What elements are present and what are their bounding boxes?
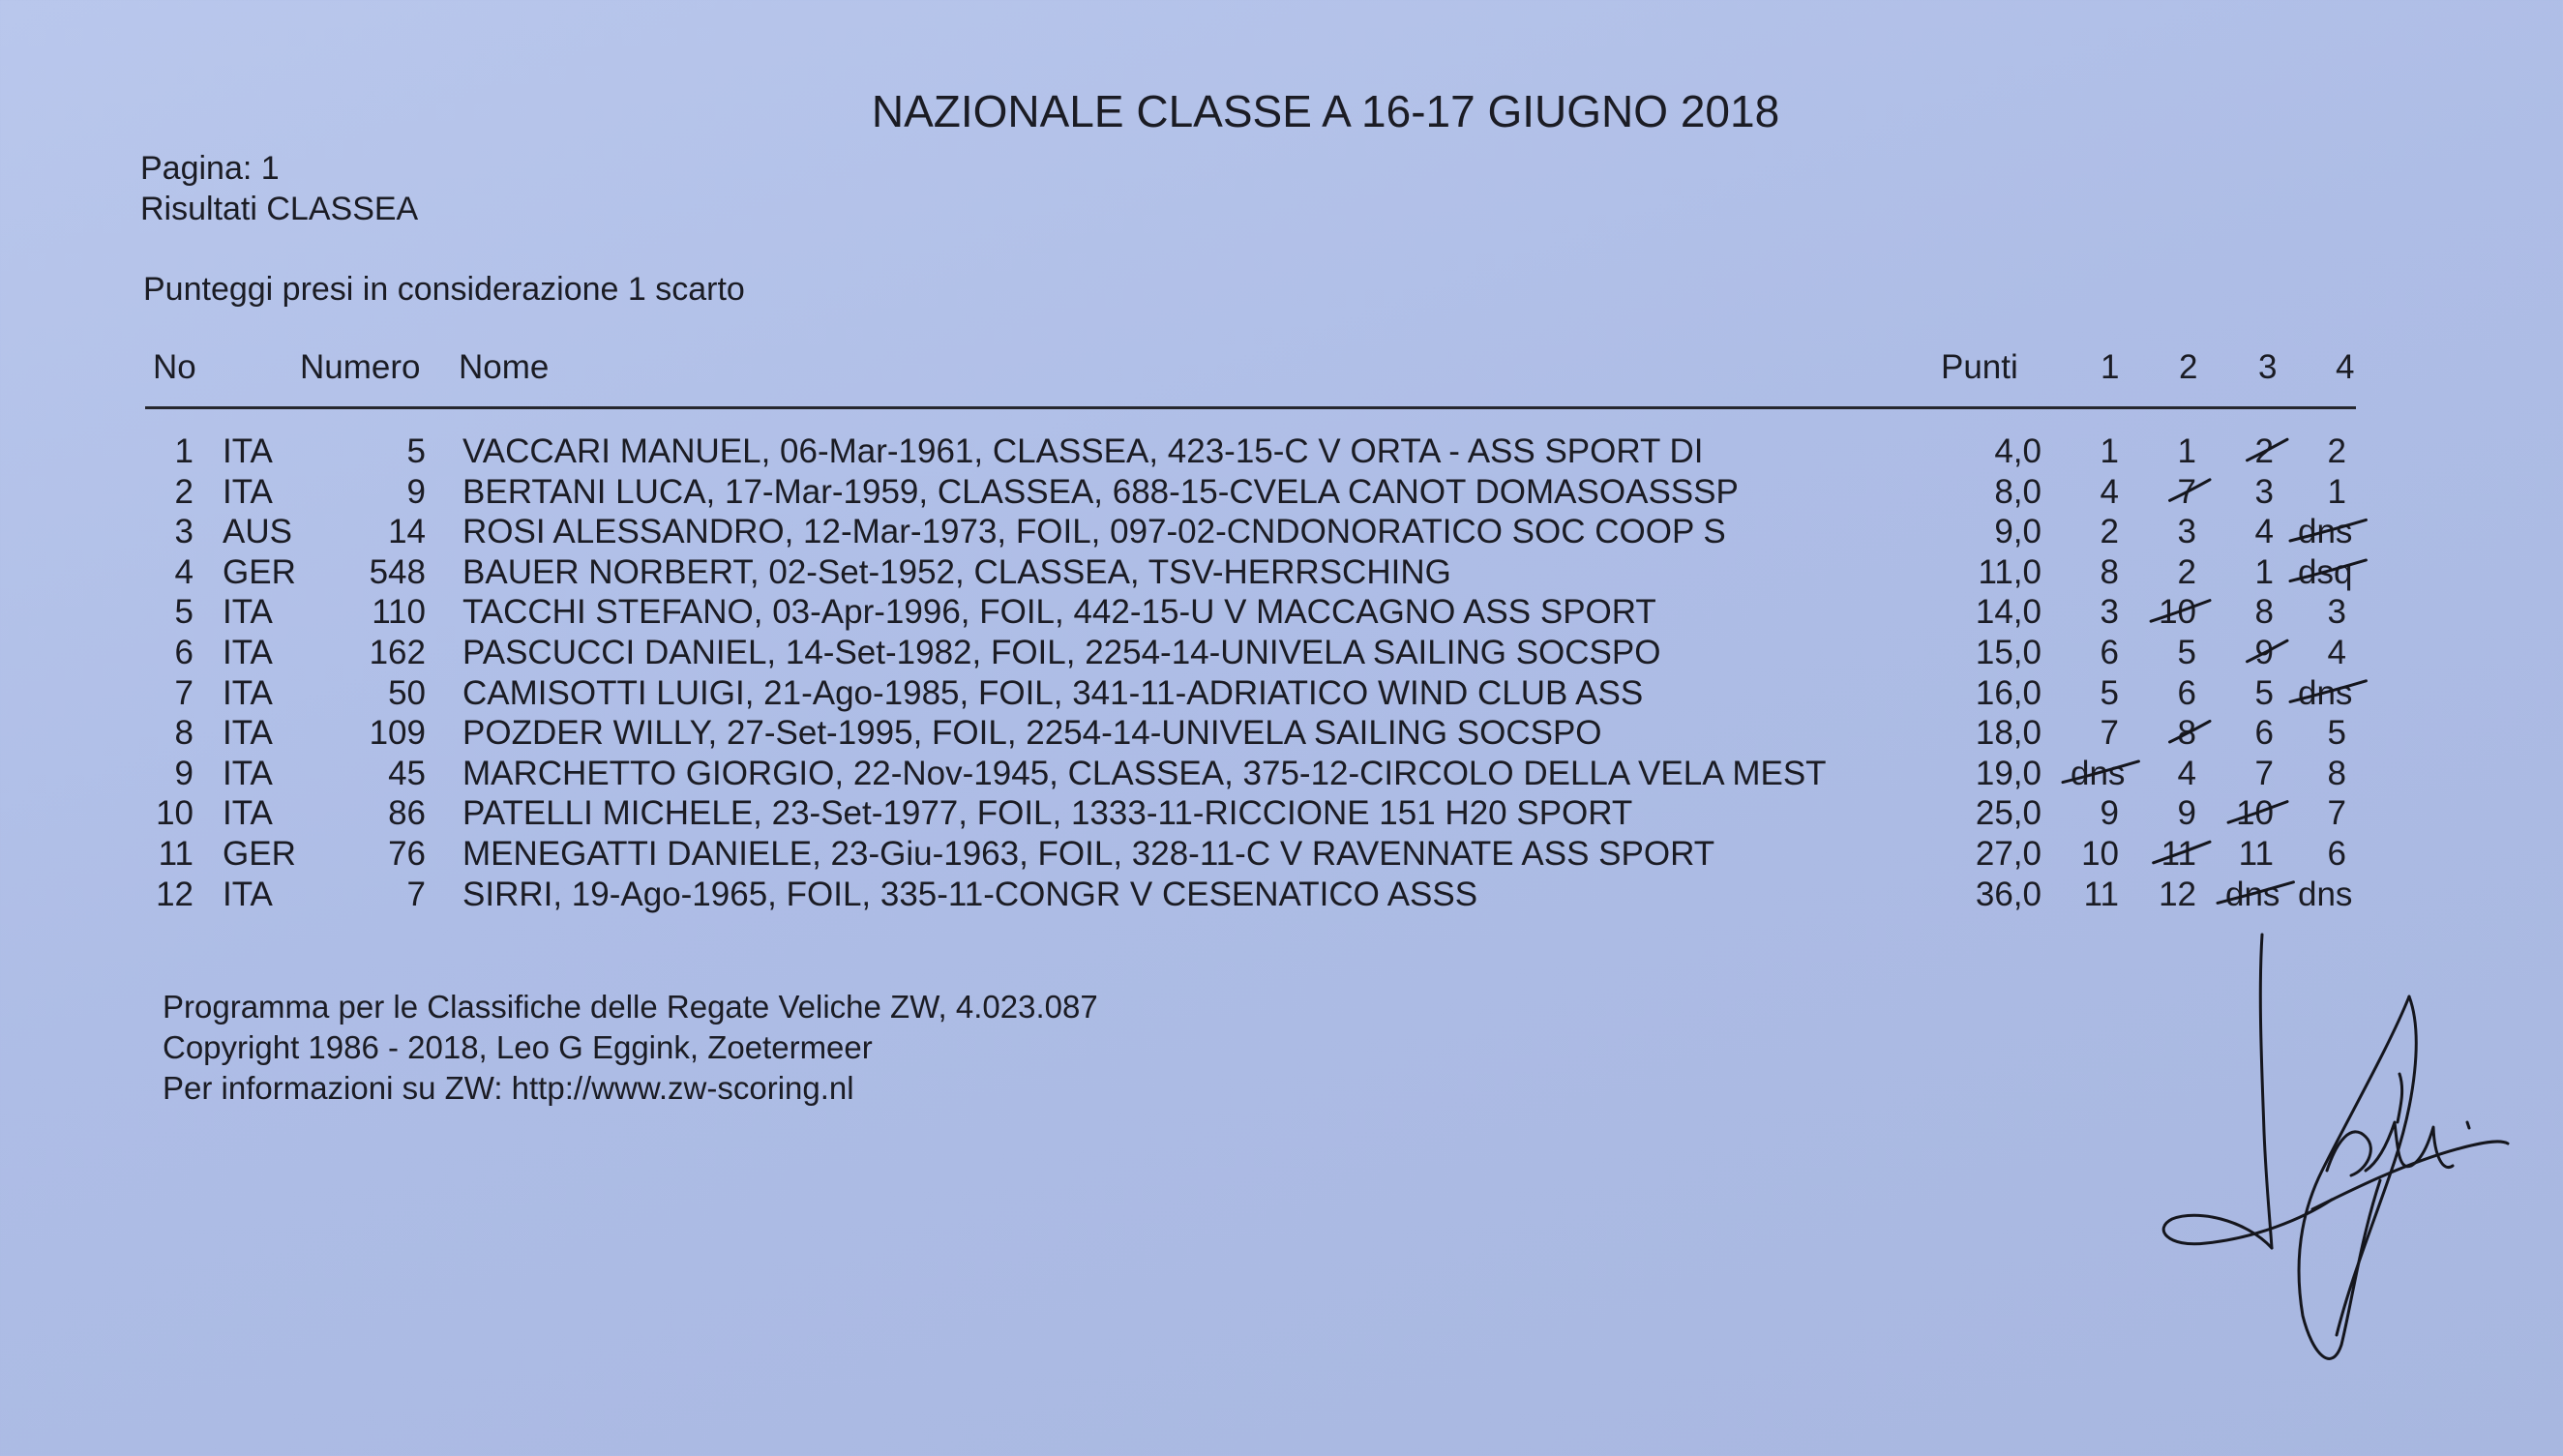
competitor-name: VACCARI MANUEL, 06-Mar-1961, CLASSEA, 423-15-C V ORTA - ASS SPORT DI: [462, 432, 1704, 470]
race-2-score: 5: [2177, 634, 2196, 671]
race-4-score: dsq: [2298, 552, 2353, 591]
race-2-score: 4: [2177, 754, 2196, 792]
race-2-score: 3: [2177, 513, 2196, 551]
race-4-score: 3: [2327, 593, 2346, 632]
nation: ITA: [223, 875, 273, 913]
table-row: [0, 593, 2563, 634]
points: 18,0: [1975, 714, 2041, 753]
table-row: [0, 513, 2563, 553]
race-1-score: 3: [2100, 593, 2119, 632]
header-no: No: [153, 348, 196, 386]
points: 25,0: [1975, 794, 2041, 833]
race-2-score: 7: [2177, 472, 2196, 511]
race-4-score: 4: [2327, 634, 2346, 671]
header-numero: Numero: [300, 348, 421, 386]
nation: ITA: [223, 593, 273, 632]
race-3-score: 5: [2254, 673, 2274, 712]
competitor-name: MENEGATTI DANIELE, 23-Giu-1963, FOIL, 328-11-C V RAVENNATE ASS SPORT: [462, 835, 1715, 873]
rank: 7: [174, 673, 194, 712]
competitor-name: CAMISOTTI LUIGI, 21-Ago-1985, FOIL, 341-11-ADRIATICO WIND CLUB ASS: [462, 673, 1644, 712]
race-1-score: 7: [2100, 714, 2119, 753]
race-1-score: 9: [2100, 794, 2119, 833]
nation: ITA: [223, 714, 273, 753]
header-race-2: 2: [2179, 348, 2198, 386]
race-2-score: 10: [2159, 593, 2196, 632]
header-nome: Nome: [459, 348, 550, 386]
competitor-name: TACCHI STEFANO, 03-Apr-1996, FOIL, 442-15-U V MACCAGNO ASS SPORT: [462, 593, 1656, 632]
race-4-score: 1: [2327, 472, 2346, 511]
footer-copyright: Copyright 1986 - 2018, Leo G Eggink, Zoetermeer: [163, 1029, 873, 1065]
handwritten-signature: [2158, 929, 2525, 1383]
sail-number: 162: [369, 634, 426, 671]
page-label: Pagina: 1: [140, 150, 280, 187]
competitor-name: MARCHETTO GIORGIO, 22-Nov-1945, CLASSEA, 375-12-CIRCOLO DELLA VELA MEST: [462, 754, 1827, 792]
race-3-score: 8: [2254, 593, 2274, 632]
points: 11,0: [1978, 552, 2041, 591]
table-row: [0, 553, 2563, 594]
sail-number: 45: [388, 754, 426, 792]
race-2-score: 12: [2159, 875, 2196, 913]
header-punti: Punti: [1941, 348, 2018, 386]
scoring-note: Punteggi presi in considerazione 1 scarto: [143, 271, 745, 308]
competitor-name: PATELLI MICHELE, 23-Set-1977, FOIL, 1333-11-RICCIONE 151 H20 SPORT: [462, 794, 1633, 833]
header-race-3: 3: [2258, 348, 2278, 386]
competitor-name: PASCUCCI DANIEL, 14-Set-1982, FOIL, 2254-14-UNIVELA SAILING SOCSPO: [462, 634, 1661, 671]
race-2-score: 9: [2177, 794, 2196, 833]
race-2-score: 2: [2177, 552, 2196, 591]
footer-program: Programma per le Classifiche delle Regate Veliche ZW, 4.023.087: [163, 989, 1098, 1025]
race-4-score: 8: [2327, 754, 2346, 792]
competitor-name: ROSI ALESSANDRO, 12-Mar-1973, FOIL, 097-02-CNDONORATICO SOC COOP S: [462, 513, 1726, 551]
table-row: [0, 714, 2563, 755]
race-3-score: 9: [2254, 634, 2274, 671]
points: 9,0: [1994, 513, 2041, 551]
race-1-score: 8: [2100, 552, 2119, 591]
table-row: [0, 755, 2563, 795]
results-label: Risultati CLASSEA: [140, 191, 419, 227]
rank: 12: [156, 875, 194, 913]
race-3-score: dns: [2225, 875, 2280, 913]
race-3-score: 6: [2254, 714, 2274, 753]
rank: 2: [174, 472, 194, 511]
race-1-score: 11: [2083, 875, 2119, 913]
race-4-score: dns: [2298, 673, 2353, 712]
points: 14,0: [1975, 593, 2041, 632]
race-3-score: 3: [2254, 472, 2274, 511]
nation: ITA: [223, 794, 273, 833]
points: 16,0: [1975, 673, 2041, 712]
race-4-score: 5: [2327, 714, 2346, 753]
race-1-score: 5: [2100, 673, 2119, 712]
rank: 6: [174, 634, 194, 671]
table-row: [0, 835, 2563, 876]
sail-number: 109: [369, 714, 426, 753]
table-row: [0, 473, 2563, 514]
sail-number: 50: [388, 673, 426, 712]
race-4-score: dns: [2298, 875, 2353, 913]
nation: GER: [223, 835, 296, 873]
race-2-score: 6: [2177, 673, 2196, 712]
race-1-score: dns: [2071, 754, 2126, 792]
points: 27,0: [1975, 835, 2041, 873]
table-row: [0, 876, 2563, 916]
race-4-score: 6: [2327, 835, 2346, 873]
rank: 1: [174, 432, 194, 470]
sail-number: 110: [372, 593, 426, 632]
table-row: [0, 634, 2563, 674]
race-2-score: 11: [2161, 835, 2196, 873]
rank: 10: [156, 794, 194, 833]
points: 19,0: [1975, 754, 2041, 792]
sail-number: 14: [388, 513, 426, 551]
race-1-score: 4: [2100, 472, 2119, 511]
rank: 4: [174, 552, 194, 591]
nation: ITA: [223, 754, 273, 792]
sail-number: 76: [388, 835, 426, 873]
table-row: [0, 674, 2563, 715]
competitor-name: POZDER WILLY, 27-Set-1995, FOIL, 2254-14-UNIVELA SAILING SOCSPO: [462, 714, 1602, 753]
race-3-score: 10: [2236, 794, 2274, 833]
header-divider: [145, 406, 2356, 409]
rank: 9: [174, 754, 194, 792]
race-3-score: 7: [2254, 754, 2274, 792]
table-row: [0, 794, 2563, 835]
race-4-score: dns: [2298, 513, 2353, 551]
document-title: NAZIONALE CLASSE A 16-17 GIUGNO 2018: [871, 86, 1780, 136]
table-row: [0, 432, 2563, 473]
nation: ITA: [223, 472, 273, 511]
race-2-score: 8: [2177, 714, 2196, 753]
rank: 8: [174, 714, 194, 753]
rank: 3: [174, 513, 194, 551]
nation: ITA: [223, 432, 273, 470]
points: 15,0: [1975, 634, 2041, 671]
points: 36,0: [1975, 875, 2041, 913]
race-3-score: 1: [2254, 552, 2274, 591]
rank: 5: [174, 593, 194, 632]
race-3-score: 11: [2238, 835, 2274, 873]
points: 8,0: [1994, 472, 2041, 511]
nation: AUS: [223, 513, 292, 551]
competitor-name: BAUER NORBERT, 02-Set-1952, CLASSEA, TSV-HERRSCHING: [462, 552, 1451, 591]
race-4-score: 7: [2327, 794, 2346, 833]
sail-number: 86: [388, 794, 426, 833]
race-1-score: 10: [2081, 835, 2119, 873]
sail-number: 5: [406, 432, 426, 470]
race-1-score: 6: [2100, 634, 2119, 671]
footer-info: Per informazioni su ZW: http://www.zw-scoring.nl: [163, 1070, 854, 1106]
sail-number: 548: [369, 552, 426, 591]
rank: 11: [158, 835, 194, 873]
header-race-4: 4: [2336, 348, 2355, 386]
race-1-score: 1: [2100, 432, 2119, 470]
nation: ITA: [223, 634, 273, 671]
nation: GER: [223, 552, 296, 591]
sail-number: 7: [406, 875, 426, 913]
race-2-score: 1: [2177, 432, 2196, 470]
race-3-score: 2: [2254, 432, 2274, 470]
race-1-score: 2: [2100, 513, 2119, 551]
race-3-score: 4: [2254, 513, 2274, 551]
competitor-name: SIRRI, 19-Ago-1965, FOIL, 335-11-CONGR V CESENATICO ASSS: [462, 875, 1478, 913]
race-4-score: 2: [2327, 432, 2346, 470]
header-race-1: 1: [2101, 348, 2120, 386]
points: 4,0: [1994, 432, 2041, 470]
sail-number: 9: [406, 472, 426, 511]
nation: ITA: [223, 673, 273, 712]
competitor-name: BERTANI LUCA, 17-Mar-1959, CLASSEA, 688-15-CVELA CANOT DOMASOASSSP: [462, 472, 1739, 511]
